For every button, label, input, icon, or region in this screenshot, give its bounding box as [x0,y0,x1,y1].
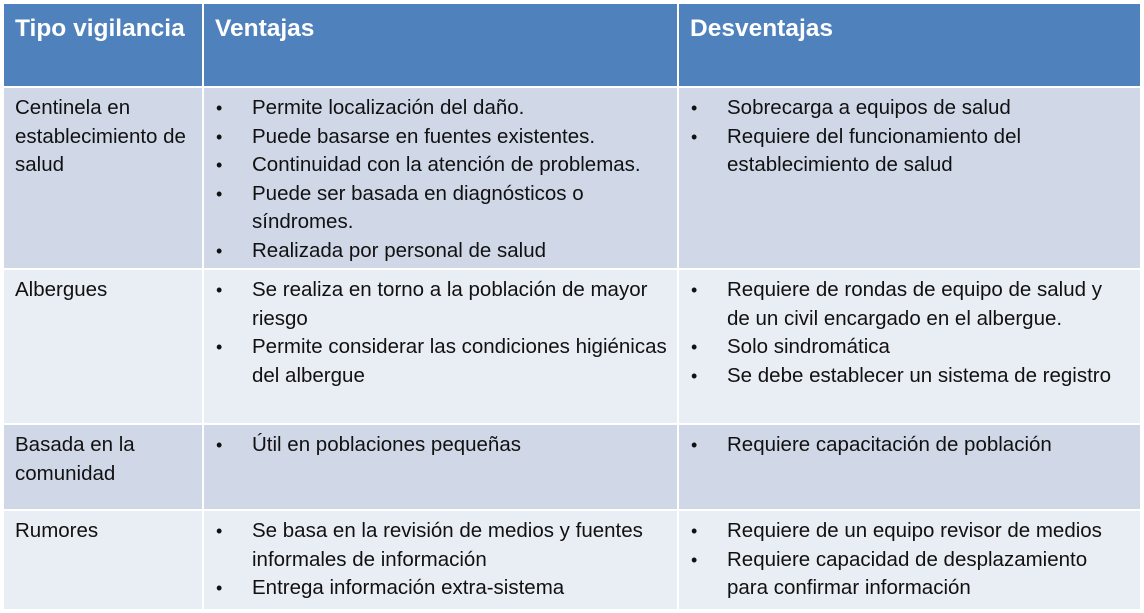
ventajas-cell [204,511,679,611]
list-item: • Continuidad con la atención de problemas. [215,151,667,180]
list-item: • Útil en poblaciones pequeñas [215,431,667,460]
ventajas-cell [204,270,679,425]
desventajas-cell [679,511,1142,611]
desventajas-cell [679,425,1142,511]
list-item: • Solo sindromática [690,333,1130,362]
list-item: • Se realiza en torno a la población de mayor riesgo [215,276,667,333]
list-item: • Se debe establecer un sistema de registro [690,362,1130,391]
desventajas-list [690,517,1130,603]
header-ventajas: Ventajas [204,4,679,88]
list-item: • Requiere de rondas de equipo de salud y de un civil encargado en el albergue. [690,276,1130,333]
list-item: • Requiere capacidad de desplazamiento para confirmar información [690,546,1130,603]
list-item: • Permite localización del daño. [215,94,667,123]
tipo-cell: Centinela en establecimiento de salud [4,88,204,270]
header-tipo: Tipo vigilancia [4,4,204,88]
desventajas-cell [679,88,1142,270]
tipo-cell: Rumores [4,511,204,611]
ventajas-cell [204,425,679,511]
ventajas-cell [204,88,679,270]
desventajas-list [690,94,1130,180]
ventajas-list [215,517,667,603]
desventajas-list [690,431,1130,460]
desventajas-cell [679,270,1142,425]
list-item: • Entrega información extra-sistema [215,574,667,603]
list-item: • Puede ser basada en diagnósticos o síndromes. [215,180,667,237]
list-item: • Requiere del funcionamiento del establecimiento de salud [690,123,1130,180]
header-desventajas: Desventajas [679,4,1142,88]
ventajas-list [215,276,667,390]
ventajas-list [215,94,667,265]
list-item: • Puede basarse en fuentes existentes. [215,123,667,152]
tipo-cell: Albergues [4,270,204,425]
list-item: • Sobrecarga a equipos de salud [690,94,1130,123]
desventajas-list [690,276,1130,390]
ventajas-list [215,431,667,460]
list-item: • Se basa en la revisión de medios y fuentes informales de información [215,517,667,574]
surveillance-table [3,3,1142,611]
tipo-cell: Basada en la comunidad [4,425,204,511]
list-item: • Realizada por personal de salud [215,237,667,266]
list-item: • Requiere de un equipo revisor de medios [690,517,1130,546]
list-item: • Permite considerar las condiciones higiénicas del albergue [215,333,667,390]
list-item: • Requiere capacitación de población [690,431,1130,460]
